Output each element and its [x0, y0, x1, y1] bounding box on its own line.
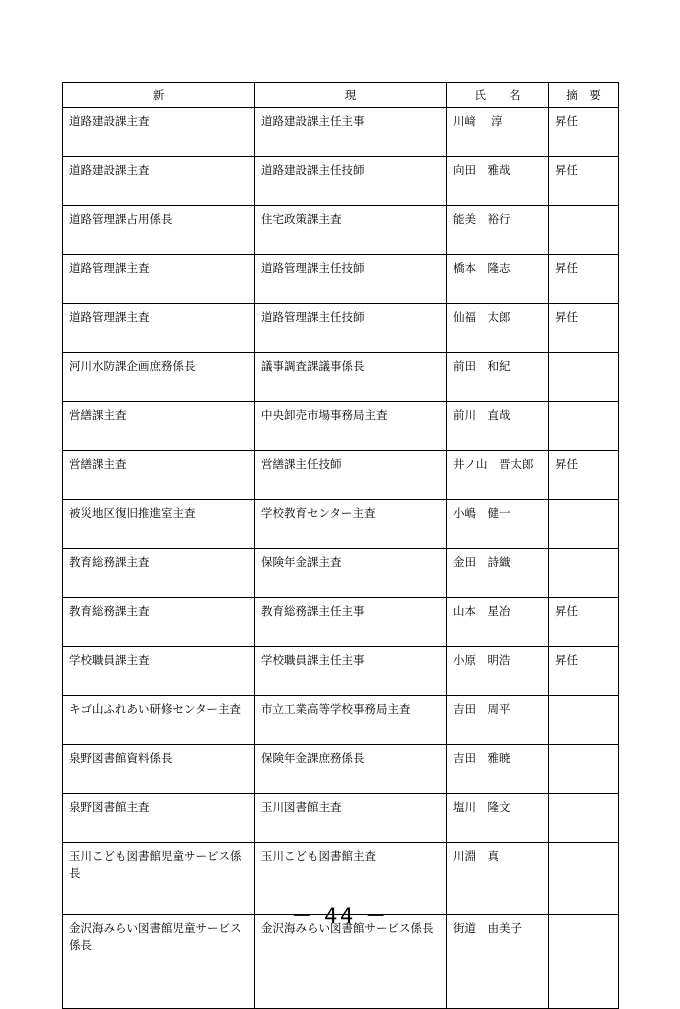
- table-row: [63, 598, 619, 647]
- cell-current-post: 保険年金課庶務係長: [255, 745, 447, 794]
- cell-current-post: 道路管理課主任技師: [255, 255, 447, 304]
- cell-note: 昇任: [549, 157, 619, 206]
- cell-name: 小嶋 健一: [447, 500, 549, 549]
- cell-current-post: 保険年金課主査: [255, 549, 447, 598]
- cell-note: 昇任: [549, 647, 619, 696]
- table-row: [63, 696, 619, 745]
- cell-name: 向田 雅哉: [447, 157, 549, 206]
- cell-new-post: 道路建設課主査: [63, 108, 255, 157]
- cell-name: 小原 明浩: [447, 647, 549, 696]
- personnel-table: [62, 82, 619, 1009]
- cell-new-post: 河川水防課企画庶務係長: [63, 353, 255, 402]
- cell-current-post: 市立工業高等学校事務局主査: [255, 696, 447, 745]
- cell-name: 街道 由美子: [447, 915, 549, 1009]
- table-row: [63, 157, 619, 206]
- cell-new-post: 教育総務課主査: [63, 549, 255, 598]
- cell-note: [549, 696, 619, 745]
- cell-note: 昇任: [549, 598, 619, 647]
- cell-note: [549, 549, 619, 598]
- cell-name: 前田 和紀: [447, 353, 549, 402]
- cell-current-post: 道路管理課主任技師: [255, 304, 447, 353]
- cell-note: [549, 500, 619, 549]
- cell-name: 山本 星冶: [447, 598, 549, 647]
- table-row: [63, 353, 619, 402]
- table-row: [63, 745, 619, 794]
- cell-new-post: 教育総務課主査: [63, 598, 255, 647]
- cell-new-post: 営繕課主査: [63, 402, 255, 451]
- table-row: [63, 255, 619, 304]
- table-row: [63, 549, 619, 598]
- cell-name: 川淵 真: [447, 843, 549, 915]
- cell-current-post: 中央卸売市場事務局主査: [255, 402, 447, 451]
- cell-name: 吉田 周平: [447, 696, 549, 745]
- cell-name: 仙福 太郎: [447, 304, 549, 353]
- cell-current-post: 道路建設課主任技師: [255, 157, 447, 206]
- cell-note: 昇任: [549, 304, 619, 353]
- cell-current-post: 玉川こども図書館主査: [255, 843, 447, 915]
- cell-new-post: 金沢海みらい図書館児童サービス係長: [63, 915, 255, 1009]
- table-header: [63, 83, 619, 108]
- cell-new-post: 道路管理課主査: [63, 255, 255, 304]
- cell-new-post: キゴ山ふれあい研修センター主査: [63, 696, 255, 745]
- table-row: [63, 304, 619, 353]
- table-row: [63, 402, 619, 451]
- cell-new-post: 営繕課主査: [63, 451, 255, 500]
- cell-current-post: 議事調査課議事係長: [255, 353, 447, 402]
- cell-current-post: 教育総務課主任主事: [255, 598, 447, 647]
- column-header-old: 現: [255, 83, 447, 108]
- cell-current-post: 金沢海みらい図書館サービス係長: [255, 915, 447, 1009]
- cell-name: 川﨑 淳: [447, 108, 549, 157]
- cell-note: 昇任: [549, 108, 619, 157]
- cell-new-post: 泉野図書館資料係長: [63, 745, 255, 794]
- cell-name: 井ノ山 晋太郎: [447, 451, 549, 500]
- cell-new-post: 被災地区復旧推進室主査: [63, 500, 255, 549]
- column-header-new: 新: [63, 83, 255, 108]
- cell-name: 橋本 隆志: [447, 255, 549, 304]
- cell-current-post: 営繕課主任技師: [255, 451, 447, 500]
- table-row: [63, 794, 619, 843]
- page-number: － 44 －: [291, 904, 389, 928]
- table-row: [63, 451, 619, 500]
- cell-new-post: 道路管理課占用係長: [63, 206, 255, 255]
- table-row: [63, 647, 619, 696]
- cell-note: 昇任: [549, 451, 619, 500]
- cell-new-post: 道路管理課主査: [63, 304, 255, 353]
- cell-name: 前川 直哉: [447, 402, 549, 451]
- table-row: [63, 108, 619, 157]
- cell-current-post: 玉川図書館主査: [255, 794, 447, 843]
- cell-new-post: 学校職員課主査: [63, 647, 255, 696]
- table-row: [63, 206, 619, 255]
- cell-note: [549, 745, 619, 794]
- cell-note: [549, 402, 619, 451]
- cell-new-post: 泉野図書館主査: [63, 794, 255, 843]
- cell-current-post: 道路建設課主任主事: [255, 108, 447, 157]
- table-row: [63, 500, 619, 549]
- table-header-row: [63, 83, 619, 108]
- cell-new-post: 玉川こども図書館児童サービス係長: [63, 843, 255, 915]
- cell-current-post: 学校教育センター主査: [255, 500, 447, 549]
- cell-note: 昇任: [549, 255, 619, 304]
- cell-name: 塩川 隆文: [447, 794, 549, 843]
- cell-note: [549, 794, 619, 843]
- column-header-note: 摘 要: [549, 83, 619, 108]
- cell-note: [549, 353, 619, 402]
- cell-new-post: 道路建設課主査: [63, 157, 255, 206]
- cell-current-post: 住宅政策課主査: [255, 206, 447, 255]
- column-header-name: 氏 名: [447, 83, 549, 108]
- cell-name: 吉田 雅暁: [447, 745, 549, 794]
- cell-name: 金田 詩織: [447, 549, 549, 598]
- cell-name: 能美 裕行: [447, 206, 549, 255]
- table-body: [63, 108, 619, 1009]
- cell-current-post: 学校職員課主任主事: [255, 647, 447, 696]
- cell-note: [549, 206, 619, 255]
